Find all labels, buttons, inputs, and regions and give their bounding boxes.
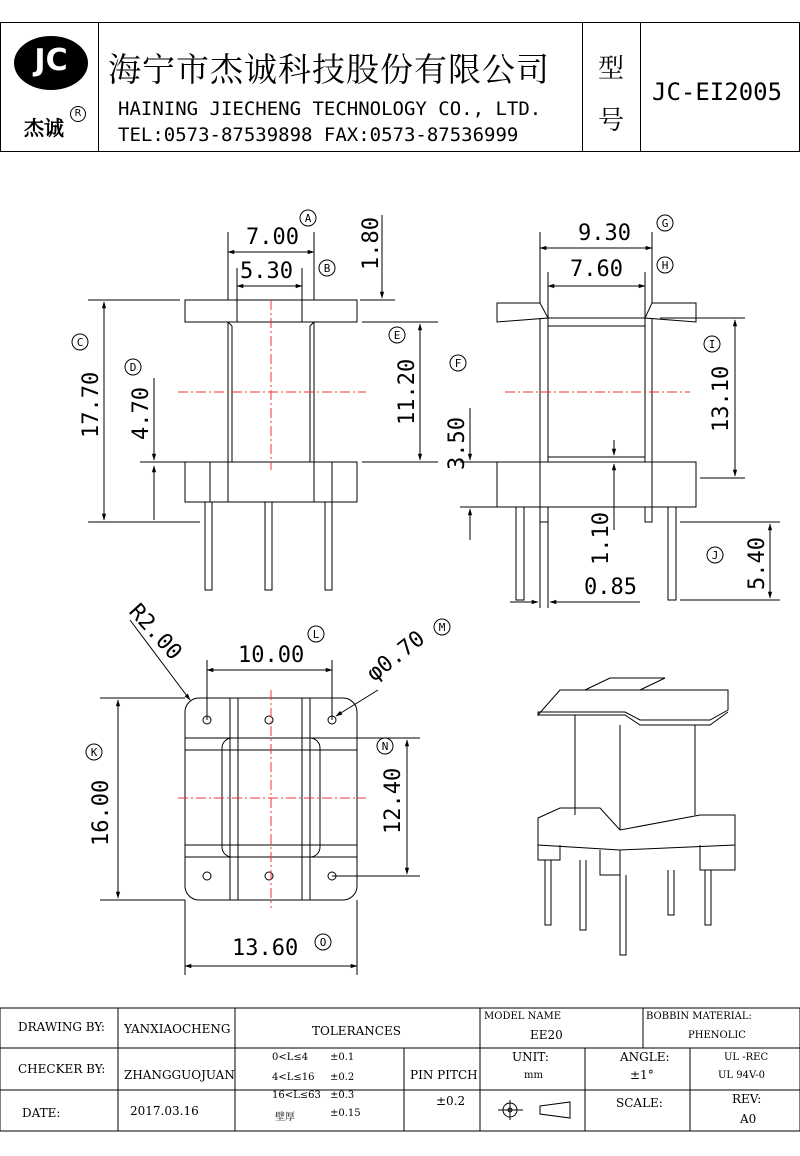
model-name-value: EE20 [530, 1028, 563, 1042]
tol-value-1: ±0.1 [330, 1052, 355, 1063]
tol-range-4: 壁厚 [275, 1112, 295, 1123]
label-letter-c: C [76, 336, 84, 349]
label-letter-n: N [381, 740, 389, 753]
label-letter-l: L [312, 628, 320, 641]
date-label: DATE: [22, 1106, 61, 1120]
front-view [178, 300, 366, 590]
rev-label: REV: [732, 1092, 762, 1106]
label-letter-j: J [711, 549, 719, 562]
label-letter-e: E [393, 329, 401, 342]
dim-r-text: R2.00 [123, 599, 187, 666]
scale-label: SCALE: [616, 1096, 663, 1110]
logo-cn-text: 杰诚 [24, 116, 64, 140]
label-letter-k: K [90, 746, 98, 759]
label-letter-d: D [129, 361, 137, 374]
model-name-label: MODEL NAME [484, 1011, 562, 1022]
ul-rec: UL -REC [724, 1052, 769, 1063]
company-name-cn: 海宁市杰诚科技股份有限公司 [108, 50, 550, 89]
bobbin-material-value: PHENOLIC [688, 1030, 746, 1041]
model-label-2: 号 [598, 106, 625, 136]
label-letter-b: B [323, 262, 331, 275]
angle-value: ±1° [630, 1068, 654, 1082]
dim-c-text: 17.70 [79, 371, 104, 438]
label-letter-a: A [304, 212, 312, 225]
pin-pitch-value: ±0.2 [436, 1094, 466, 1108]
dim-top-height-text: 1.80 [359, 217, 384, 270]
bobbin-material-label: BOBBIN MATERIAL: [646, 1011, 752, 1022]
drawing-by-value: YANXIAOCHENG [124, 1022, 231, 1036]
dim-side-pin2-text: 0.85 [584, 575, 637, 600]
ul-94v0: UL 94V-0 [718, 1070, 766, 1081]
projection-symbol [498, 1100, 570, 1120]
tol-value-4: ±0.15 [330, 1108, 361, 1119]
company-name-en: HAINING JIECHENG TECHNOLOGY CO., LTD. [118, 98, 542, 120]
tol-range-1: 0<L≤4 [272, 1052, 309, 1063]
label-letter-h: H [661, 259, 669, 272]
dim-l-text: 10.00 [238, 643, 305, 668]
dim-h-text: 7.60 [570, 257, 623, 282]
tolerances-label: TOLERANCES [312, 1024, 401, 1038]
company-contact: TEL:0573-87539898 FAX:0573-87536999 [118, 124, 519, 146]
bottom-view [178, 690, 366, 908]
label-letter-m: M [438, 621, 446, 634]
dim-d-text: 4.70 [129, 387, 154, 440]
isometric-view [538, 678, 735, 955]
unit-value: mm [524, 1070, 543, 1081]
tol-value-2: ±0.2 [330, 1072, 355, 1083]
dim-b-text: 5.30 [240, 259, 293, 284]
dim-side-pin1-text: 1.10 [589, 512, 614, 565]
rev-value: A0 [740, 1112, 757, 1126]
pin-pitch-label: PIN PITCH [410, 1068, 478, 1082]
date-value: 2017.03.16 [130, 1104, 199, 1118]
logo-letters: JC [34, 43, 68, 78]
checker-by-label: CHECKER BY: [18, 1062, 106, 1076]
dim-n-text: 12.40 [381, 767, 406, 834]
checker-by-value: ZHANGGUOJUAN [124, 1068, 235, 1082]
tol-range-3: 16<L≤63 [272, 1090, 321, 1101]
dim-f-text: 3.50 [445, 417, 470, 470]
dim-a-text: 7.00 [246, 225, 299, 250]
model-number: JC-EI2005 [652, 78, 783, 106]
label-letter-g: G [661, 217, 669, 230]
dim-o-text: 13.60 [232, 936, 299, 961]
dim-j-text: 5.40 [745, 537, 770, 590]
dim-g-text: 9.30 [578, 221, 631, 246]
drawing-by-label: DRAWING BY: [18, 1020, 105, 1034]
tol-range-2: 4<L≤16 [272, 1072, 315, 1083]
dim-i-text: 13.10 [709, 365, 734, 432]
model-label-1: 型 [598, 54, 625, 84]
label-letter-i: I [708, 338, 716, 351]
dim-m-text: φ0.70 [362, 626, 430, 687]
label-letter-o: O [319, 936, 327, 949]
unit-label: UNIT: [512, 1050, 549, 1064]
tol-value-3: ±0.3 [330, 1090, 355, 1101]
dim-k-text: 16.00 [89, 779, 114, 846]
label-letter-f: F [454, 357, 462, 370]
dim-e-text: 11.20 [395, 358, 420, 425]
angle-label: ANGLE: [620, 1050, 670, 1064]
registered-mark-letter: R [74, 108, 82, 119]
